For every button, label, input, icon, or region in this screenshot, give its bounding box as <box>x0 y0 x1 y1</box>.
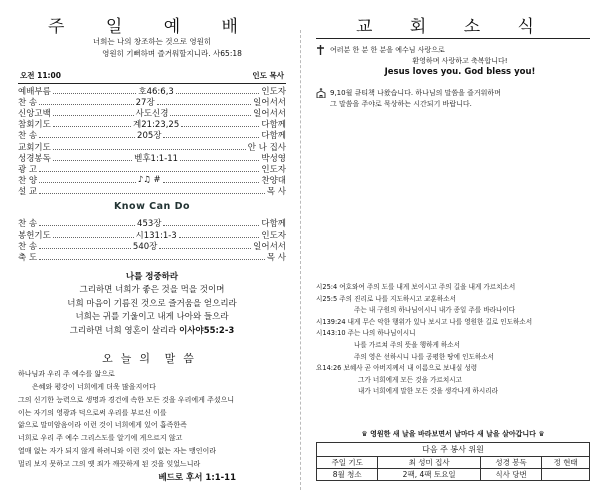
dot-leader <box>170 110 251 116</box>
slogan-text: 영원한 새 날을 바라보면서 날마다 새 날을 살아갑니다 <box>370 430 536 438</box>
order-content: 호46:6,3 <box>138 86 174 97</box>
news-qt-line-2: 그 말씀을 주야로 묵상하는 시간되기 바랍니다. <box>330 100 472 108</box>
order-label: 찬 양 <box>18 176 38 187</box>
order-row <box>18 107 286 118</box>
dot-leader <box>157 99 252 105</box>
dot-leader <box>53 155 132 161</box>
order-person: 다함께 <box>261 219 287 230</box>
word-line: 하나님과 우리 주 예수를 앎으로 <box>18 370 115 379</box>
poem-block <box>18 271 286 339</box>
dot-leader <box>39 243 131 249</box>
psalm-line: 주는 내 구원의 하나님이시니 내가 종일 주를 바라나이다 <box>354 306 516 315</box>
poem-line: 너희는 귀를 기울이고 내게 나아와 들으라 <box>75 312 229 323</box>
worship-title: 주 일 예 배 <box>48 17 256 37</box>
dot-leader <box>39 166 259 172</box>
duty-caption: 다음 주 봉사 위원 <box>317 443 590 457</box>
dot-leader <box>163 177 260 183</box>
order-label: 찬 송 <box>18 131 38 142</box>
dot-leader <box>53 121 131 127</box>
news-rule <box>316 38 590 39</box>
news-welcome-english: Jesus loves you. God bless you! <box>384 67 536 77</box>
order-row <box>18 96 286 107</box>
psalm-line: 그가 너희에게 모든 것을 가르치시고 <box>358 375 462 384</box>
order-row <box>18 163 286 174</box>
duty-row-1 <box>317 457 590 469</box>
duty-table <box>316 442 590 481</box>
order-label: 찬 송 <box>18 219 38 230</box>
order-content: 시131:1-3 <box>135 230 177 241</box>
psalm-line: 시139:24 내게 무슨 악한 행위가 있나 보시고 나를 영원한 길로 인도하소서 <box>316 317 533 326</box>
opening-verse-line-2: 영원히 기뻐하며 즐거워할지니라. 사65:18 <box>102 49 242 58</box>
news-qt-line-1: 9,10월 큐티책 나왔습니다. 하나님의 말씀을 즐거워하며 <box>330 89 501 97</box>
dot-leader <box>53 88 137 94</box>
dot-leader <box>179 232 260 238</box>
order-label: 신앙고백 <box>18 108 51 119</box>
news-welcome-line-1: 여러분 한 분 한 분을 예수님 사랑으로 <box>330 46 445 54</box>
poem-title: 나를 정중하라 <box>125 271 179 282</box>
order-row <box>18 130 286 141</box>
order-person: 일어서서 <box>253 97 287 108</box>
psalm-line: 시25:5 주의 진리로 나를 지도하시고 교훈하소서 <box>316 294 456 303</box>
news-title: 교 회 소 식 <box>356 17 550 37</box>
dot-leader <box>53 232 134 238</box>
order-label: 설 교 <box>18 187 38 198</box>
order-person: 일어서서 <box>253 241 287 252</box>
order-content: 540장 <box>132 241 158 252</box>
news-welcome-line-2: 환영하며 사랑하고 축복합니다! <box>412 57 508 65</box>
order-label: 참회기도 <box>18 120 51 131</box>
todays-word-title <box>18 350 286 366</box>
order-row <box>18 218 286 229</box>
dot-leader <box>39 132 135 138</box>
word-line: 열매 없는 자가 되지 않게 하려니와 이런 것이 없는 자는 맹인이라 <box>18 446 217 455</box>
order-person: 박성영 <box>261 153 286 164</box>
order-row <box>18 119 286 130</box>
duty-cell: 주일 기도 <box>317 457 378 469</box>
order-person: 목 사 <box>266 187 286 198</box>
psalm-line: 주의 영은 선하시니 나를 공평한 땅에 인도하소서 <box>354 352 494 361</box>
church-icon <box>316 88 330 110</box>
order-content: 사도신경 <box>135 108 169 119</box>
psalm-line: 시143:10 주는 나의 하나님이시니 <box>316 329 416 338</box>
order-label: 광 고 <box>18 164 38 175</box>
word-line: 너희로 우리 주 예수 그리스도를 알기에 게으르지 않고 <box>18 434 183 443</box>
poem-last-line-text: 그리하면 너희 영혼이 살리라 <box>69 325 177 336</box>
dot-leader <box>163 220 259 226</box>
order-person: 다함께 <box>261 120 287 131</box>
todays-word-body <box>18 368 286 470</box>
order-label: 봉헌기도 <box>18 230 51 241</box>
order-label: 성경봉독 <box>18 153 51 164</box>
order-row <box>18 186 286 197</box>
order-content: 205장 <box>137 131 162 142</box>
opening-verse-line-1: 너희는 나의 창조하는 것으로 영원히 <box>92 37 212 46</box>
word-line: 은혜와 평강이 너희에게 더욱 많을지어다 <box>32 382 156 391</box>
todays-word-reference: 베드로 후서 1:1-11 <box>158 472 236 483</box>
word-line: 멀리 보지 못하고 그의 옛 죄가 깨끗하게 된 것을 잊었느니라 <box>18 459 201 468</box>
order-header <box>18 70 286 81</box>
dot-leader <box>39 188 265 194</box>
order-row <box>18 229 286 240</box>
order-person: 인도자 <box>261 230 286 241</box>
todays-word-title-b: 말씀 <box>164 352 202 366</box>
news-column <box>300 0 600 501</box>
opening-verse <box>18 36 286 60</box>
order-label: 찬 송 <box>18 97 38 108</box>
psalm-verses <box>316 282 590 398</box>
worship-order-list <box>18 85 286 197</box>
poem-line: 너희 마음이 기름진 것으로 즐거움을 얻으리라 <box>67 298 237 309</box>
order-row <box>18 141 286 152</box>
worship-time: 오전 11:00 <box>20 71 61 80</box>
psalm-line: 나를 가르쳐 주의 뜻을 행하게 하소서 <box>354 340 461 349</box>
duty-cell: 8월 청소 <box>317 469 378 481</box>
duty-cell: 2팩, 4팩 토요일 <box>378 469 480 481</box>
word-line: 앎으로 말미암음이라 이런 것이 너희에게 있어 흡족한즉 <box>18 421 187 430</box>
order-row <box>18 251 286 262</box>
order-person: 찬양대 <box>261 176 287 187</box>
todays-word-title-a: 오늘의 <box>102 352 159 366</box>
order-row <box>18 85 286 96</box>
order-person: 목 사 <box>266 253 286 264</box>
word-line: 그의 신기한 능력으로 생명과 경건에 속한 모든 것을 우리에게 주셨으니 <box>18 395 235 404</box>
order-label: 축 도 <box>18 253 38 264</box>
dot-leader <box>163 132 259 138</box>
dot-leader <box>181 121 259 127</box>
order-content: 계21:23,25 <box>133 120 180 131</box>
order-row <box>18 240 286 251</box>
duty-cell: 최 성미 집사 <box>378 457 480 469</box>
dot-leader <box>39 177 136 183</box>
psalm-line: 내가 너희에게 말한 모든 것을 생각나게 하시리라 <box>358 387 498 396</box>
order-person: 안 나 집사 <box>247 142 286 153</box>
news-item-qt-book <box>316 88 590 110</box>
duty-cell: 정 현태 <box>542 457 590 469</box>
duty-row-2 <box>317 469 590 481</box>
word-line: 이는 자기의 영광과 덕으로써 우리를 부르신 이를 <box>18 408 167 417</box>
slogan <box>316 429 590 439</box>
order-content: 27장 <box>135 97 155 108</box>
order-person: 다함께 <box>261 131 287 142</box>
news-item-welcome <box>316 45 590 78</box>
poem-line-last <box>18 325 286 339</box>
order-label: 예배부름 <box>18 86 51 97</box>
dot-leader <box>39 99 134 105</box>
psalm-line: 요14:26 보혜사 곧 아버지께서 내 이름으로 보내실 성령 <box>316 364 478 373</box>
order-label: 교회기도 <box>18 142 51 153</box>
worship-order-list-2 <box>18 218 286 263</box>
cross-icon <box>316 45 330 78</box>
order-row <box>18 175 286 186</box>
poem-reference: 이사야55:2-3 <box>179 325 235 336</box>
order-content: 벧후1:1-11 <box>134 153 179 164</box>
leader-label: 인도 목사 <box>252 71 284 80</box>
dot-leader <box>53 144 246 150</box>
poem-line: 그리하면 너희가 좋은 것을 먹을 것이며 <box>79 285 225 296</box>
order-label: 찬 송 <box>18 241 38 252</box>
order-person: 인도자 <box>261 164 286 175</box>
duty-cell: 성경 봉독 <box>480 457 541 469</box>
order-person: 일어서서 <box>253 108 287 119</box>
order-row <box>18 152 286 163</box>
section-title-know-can-do: Know Can Do <box>113 200 191 212</box>
dot-leader <box>39 254 265 260</box>
order-content: ♪♫ # <box>137 175 161 186</box>
slogan-mark-left: ♛ <box>361 430 368 438</box>
slogan-mark-right: ♛ <box>538 430 545 438</box>
duty-cell <box>542 469 590 481</box>
dot-leader <box>53 110 134 116</box>
dot-leader <box>39 220 135 226</box>
psalm-line: 시25:4 여호와여 주의 도를 내게 보이시고 주의 길을 내게 가르치소서 <box>316 283 516 291</box>
dot-leader <box>176 88 260 94</box>
duty-cell: 식사 당번 <box>480 469 541 481</box>
order-person: 인도자 <box>261 86 287 97</box>
order-content: 453장 <box>137 219 162 230</box>
dot-leader <box>159 243 251 249</box>
dot-leader <box>180 155 259 161</box>
